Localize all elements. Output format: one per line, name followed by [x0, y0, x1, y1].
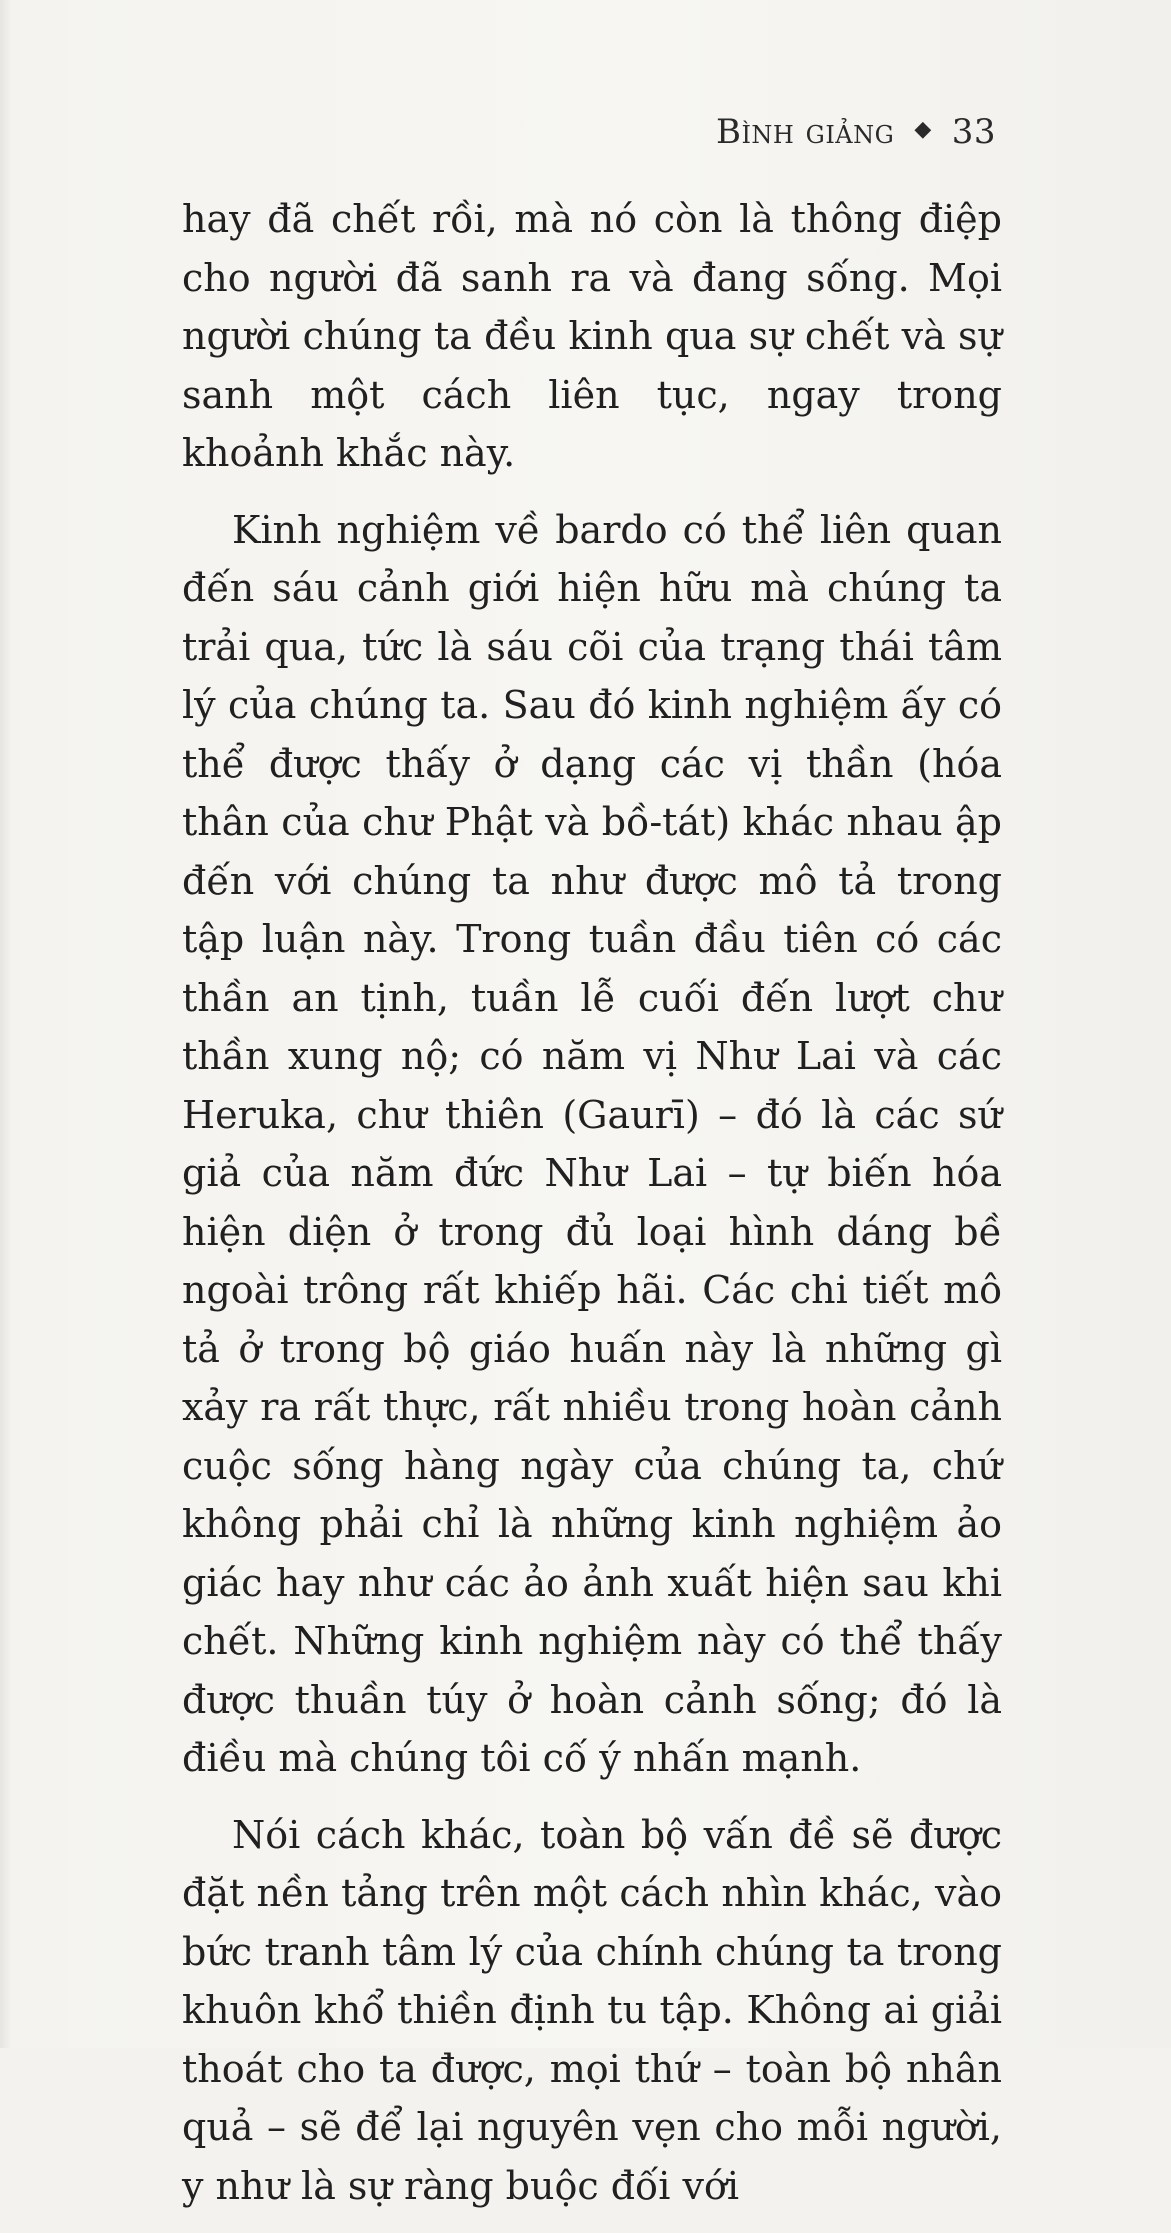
diamond-separator-icon: ◆: [914, 117, 932, 142]
paragraph-1: hay đã chết rồi, mà nó còn là thông điệp cho người đã sanh ra và đang sống. Mọi người chúng ta đều kinh qua sự chết và sự sanh một cách liên tục, ngay trong khoảnh khắc này.: [182, 197, 1002, 475]
page-number: 33: [951, 112, 996, 152]
body-text: [182, 190, 1002, 2233]
paragraph-3: Nói cách khác, toàn bộ vấn đề sẽ được đặt nền tảng trên một cách nhìn khác, vào bức tranh tâm lý của chính chúng ta trong khuôn khổ thiền định tu tập. Không ai giải thoát cho ta được, mọi thứ – toàn bộ nhân quả – sẽ để lại nguyên vẹn cho mỗi người, y như là sự ràng buộc đối với: [182, 1812, 1002, 2208]
page-header: [716, 112, 996, 152]
paragraph-2: Kinh nghiệm về bardo có thể liên quan đến sáu cảnh giới hiện hữu mà chúng ta trải qua, tức là sáu cõi của trạng thái tâm lý của chúng ta. Sau đó kinh nghiệm ấy có thể được thấy ở dạng các vị thần (hóa thân của chư Phật và bồ-tát) khác nhau ập đến với chúng ta như được mô tả trong tập luận này. Trong tuần đầu tiên có các thần an tịnh, tuần lễ cuối đến lượt chư thần xung nộ; có năm vị Như Lai và các Heruka, chư thiên (Gaurī) – đó là các sứ giả của năm đức Như Lai – tự biến hóa hiện diện ở trong đủ loại hình dáng bề ngoài trông rất khiếp hãi. Các chi tiết mô tả ở trong bộ giáo huấn này là những gì xảy ra rất thực, rất nhiều trong hoàn cảnh cuộc sống hàng ngày của chúng ta, chứ không phải chỉ là những kinh nghiệm ảo giác hay như các ảo ảnh xuất hiện sau khi chết. Những kinh nghiệm này có thể thấy được thuần túy ở hoàn cảnh sống; đó là điều mà chúng tôi cố ý nhấn mạnh.: [182, 507, 1002, 1780]
page-edge-shadow: [0, 0, 12, 2048]
running-title: Bình giảng: [715, 112, 895, 152]
